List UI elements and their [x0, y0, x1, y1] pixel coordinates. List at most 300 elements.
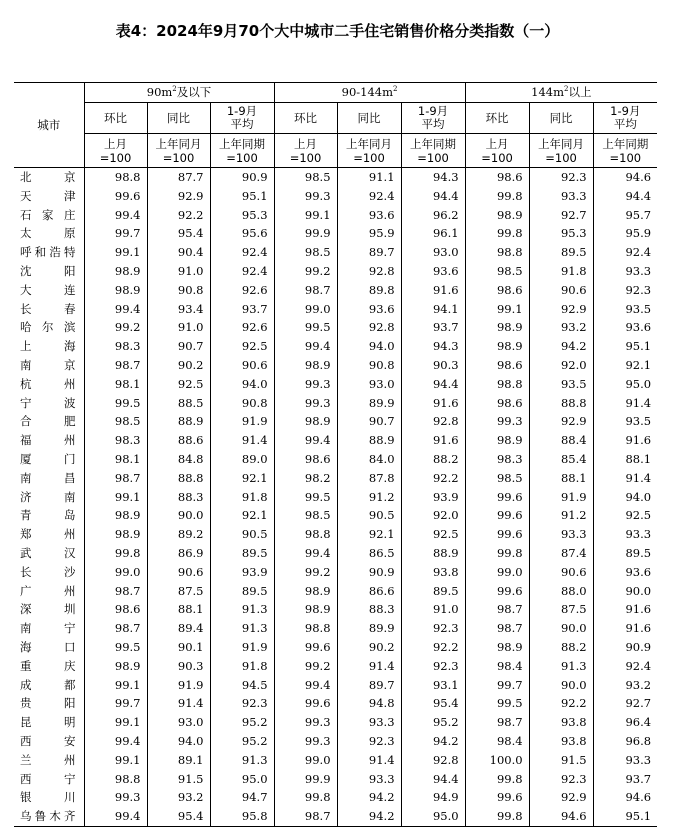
index-value: 95.9	[337, 224, 401, 243]
table-row	[14, 469, 657, 488]
index-value: 92.2	[401, 469, 465, 488]
index-value: 94.0	[210, 375, 274, 394]
index-value: 99.0	[465, 563, 529, 582]
index-value: 98.6	[465, 168, 529, 187]
index-value: 92.8	[337, 318, 401, 337]
city-name: 厦门	[14, 450, 84, 469]
index-value: 95.1	[210, 187, 274, 206]
index-value: 99.4	[274, 431, 337, 450]
table-row	[14, 168, 657, 187]
table-row	[14, 600, 657, 619]
index-value: 99.8	[84, 544, 147, 563]
index-value: 88.9	[401, 544, 465, 563]
index-value: 90.9	[337, 563, 401, 582]
index-value: 92.4	[210, 262, 274, 281]
index-value: 88.2	[401, 450, 465, 469]
index-value: 98.9	[84, 525, 147, 544]
metric-header: 同比	[147, 103, 210, 134]
index-value: 89.2	[147, 525, 210, 544]
index-value: 94.4	[401, 770, 465, 789]
city-name: 昆明	[14, 713, 84, 732]
table-row	[14, 676, 657, 695]
index-value: 99.1	[465, 300, 529, 319]
index-value: 98.8	[465, 375, 529, 394]
index-value: 98.9	[84, 506, 147, 525]
index-value: 89.5	[401, 582, 465, 601]
index-value: 99.5	[274, 318, 337, 337]
index-value: 95.0	[593, 375, 657, 394]
index-value: 89.1	[147, 751, 210, 770]
city-name: 西安	[14, 732, 84, 751]
metric-header: 1-9月 平均	[401, 103, 465, 134]
index-value: 91.4	[593, 469, 657, 488]
table-row	[14, 356, 657, 375]
city-name: 兰州	[14, 751, 84, 770]
index-value: 90.4	[147, 243, 210, 262]
index-value: 92.1	[210, 469, 274, 488]
index-value: 93.8	[529, 732, 593, 751]
index-value: 99.5	[84, 394, 147, 413]
index-value: 99.6	[465, 488, 529, 507]
index-value: 89.7	[337, 676, 401, 695]
index-value: 90.7	[147, 337, 210, 356]
index-value: 99.8	[465, 187, 529, 206]
city-name: 乌鲁木齐	[14, 807, 84, 826]
index-value: 99.2	[84, 318, 147, 337]
index-value: 99.4	[84, 206, 147, 225]
index-value: 91.6	[593, 431, 657, 450]
index-value: 98.9	[274, 412, 337, 431]
index-value: 92.4	[210, 243, 274, 262]
index-value: 98.8	[84, 168, 147, 187]
index-value: 91.4	[337, 751, 401, 770]
index-value: 93.2	[529, 318, 593, 337]
index-value: 88.8	[147, 469, 210, 488]
index-value: 89.4	[147, 619, 210, 638]
index-value: 91.3	[210, 600, 274, 619]
index-value: 94.3	[401, 337, 465, 356]
group-header-large: $144m^2$以上	[465, 83, 657, 103]
city-name: 武汉	[14, 544, 84, 563]
index-value: 91.3	[210, 619, 274, 638]
index-value: 93.0	[337, 375, 401, 394]
index-value: 93.6	[593, 318, 657, 337]
table-row	[14, 770, 657, 789]
city-name: 贵阳	[14, 694, 84, 713]
table-row	[14, 788, 657, 807]
table-row	[14, 506, 657, 525]
index-value: 94.9	[401, 788, 465, 807]
city-name: 银川	[14, 788, 84, 807]
index-value: 90.3	[401, 356, 465, 375]
index-value: 98.5	[465, 469, 529, 488]
index-value: 89.8	[337, 281, 401, 300]
index-value: 99.7	[84, 694, 147, 713]
city-name: 郑州	[14, 525, 84, 544]
index-value: 92.9	[529, 300, 593, 319]
index-value: 98.9	[84, 262, 147, 281]
index-value: 93.6	[337, 300, 401, 319]
metric-header: 1-9月 平均	[210, 103, 274, 134]
index-value: 92.1	[337, 525, 401, 544]
index-value: 91.6	[593, 600, 657, 619]
index-value: 91.3	[210, 751, 274, 770]
table-row	[14, 638, 657, 657]
index-value: 91.4	[593, 394, 657, 413]
city-name: 长春	[14, 300, 84, 319]
index-value: 94.2	[529, 337, 593, 356]
table-row	[14, 751, 657, 770]
index-value: 99.1	[84, 676, 147, 695]
index-value: 91.9	[529, 488, 593, 507]
index-value: 96.8	[593, 732, 657, 751]
index-value: 93.9	[401, 488, 465, 507]
index-value: 99.2	[274, 262, 337, 281]
index-value: 92.9	[147, 187, 210, 206]
table-row	[14, 281, 657, 300]
index-value: 91.4	[210, 431, 274, 450]
index-value: 98.7	[84, 469, 147, 488]
index-value: 98.5	[274, 243, 337, 262]
index-value: 89.5	[210, 544, 274, 563]
city-name: 太原	[14, 224, 84, 243]
basis-header: 上年同月 =100	[337, 134, 401, 168]
index-value: 91.0	[401, 600, 465, 619]
index-value: 95.3	[529, 224, 593, 243]
index-value: 99.4	[274, 676, 337, 695]
index-value: 89.9	[337, 619, 401, 638]
index-value: 96.2	[401, 206, 465, 225]
index-value: 98.6	[465, 394, 529, 413]
index-value: 91.6	[401, 281, 465, 300]
header-row-basis	[14, 134, 657, 168]
city-name: 哈尔滨	[14, 318, 84, 337]
index-value: 92.8	[401, 751, 465, 770]
index-value: 98.7	[465, 619, 529, 638]
index-value: 88.3	[147, 488, 210, 507]
index-value: 90.2	[147, 356, 210, 375]
city-name: 长沙	[14, 563, 84, 582]
index-value: 92.3	[593, 281, 657, 300]
basis-header: 上年同期 =100	[210, 134, 274, 168]
index-value: 93.8	[529, 713, 593, 732]
index-value: 98.8	[274, 525, 337, 544]
index-value: 87.8	[337, 469, 401, 488]
index-value: 88.0	[529, 582, 593, 601]
index-value: 92.8	[337, 262, 401, 281]
index-value: 98.5	[274, 506, 337, 525]
index-value: 99.6	[274, 638, 337, 657]
index-value: 99.4	[274, 544, 337, 563]
index-value: 92.6	[210, 281, 274, 300]
index-value: 85.4	[529, 450, 593, 469]
index-value: 92.3	[529, 770, 593, 789]
index-value: 94.8	[337, 694, 401, 713]
index-value: 91.6	[593, 619, 657, 638]
index-value: 98.4	[465, 657, 529, 676]
index-value: 99.4	[84, 300, 147, 319]
index-value: 92.3	[529, 168, 593, 187]
city-name: 重庆	[14, 657, 84, 676]
city-name: 济南	[14, 488, 84, 507]
index-value: 95.7	[593, 206, 657, 225]
city-name: 西宁	[14, 770, 84, 789]
city-name: 呼和浩特	[14, 243, 84, 262]
city-name: 沈阳	[14, 262, 84, 281]
index-value: 91.8	[529, 262, 593, 281]
index-value: 86.9	[147, 544, 210, 563]
index-value: 95.1	[593, 807, 657, 826]
table-row	[14, 488, 657, 507]
index-value: 99.0	[84, 563, 147, 582]
index-value: 91.2	[337, 488, 401, 507]
index-value: 95.4	[147, 807, 210, 826]
index-value: 89.9	[337, 394, 401, 413]
index-value: 98.6	[465, 356, 529, 375]
city-name: 大连	[14, 281, 84, 300]
index-value: 98.3	[84, 337, 147, 356]
header-row-metrics	[14, 103, 657, 134]
city-name: 杭州	[14, 375, 84, 394]
index-value: 91.3	[529, 657, 593, 676]
index-value: 88.1	[147, 600, 210, 619]
index-value: 95.4	[401, 694, 465, 713]
index-value: 98.7	[84, 582, 147, 601]
index-value: 91.5	[529, 751, 593, 770]
table-row	[14, 412, 657, 431]
index-value: 96.4	[593, 713, 657, 732]
index-value: 91.6	[401, 394, 465, 413]
header-row-groups	[14, 83, 657, 103]
metric-header: 同比	[529, 103, 593, 134]
index-value: 94.6	[593, 788, 657, 807]
index-value: 88.6	[147, 431, 210, 450]
index-value: 98.8	[84, 770, 147, 789]
index-value: 92.4	[593, 657, 657, 676]
index-value: 95.2	[210, 713, 274, 732]
index-value: 88.4	[529, 431, 593, 450]
index-value: 92.2	[529, 694, 593, 713]
index-value: 99.3	[274, 187, 337, 206]
index-value: 98.7	[84, 619, 147, 638]
index-value: 90.3	[147, 657, 210, 676]
city-name: 南昌	[14, 469, 84, 488]
table-row	[14, 187, 657, 206]
index-value: 98.1	[84, 450, 147, 469]
city-name: 海口	[14, 638, 84, 657]
metric-header: 同比	[337, 103, 401, 134]
index-value: 92.5	[593, 506, 657, 525]
index-value: 92.3	[210, 694, 274, 713]
index-value: 92.8	[401, 412, 465, 431]
index-value: 93.2	[593, 676, 657, 695]
index-value: 92.2	[401, 638, 465, 657]
city-name: 天津	[14, 187, 84, 206]
index-value: 88.3	[337, 600, 401, 619]
index-value: 92.3	[401, 619, 465, 638]
index-value: 84.0	[337, 450, 401, 469]
index-value: 93.3	[593, 262, 657, 281]
index-value: 99.2	[274, 563, 337, 582]
basis-header: 上年同期 =100	[401, 134, 465, 168]
index-value: 92.6	[210, 318, 274, 337]
index-value: 99.5	[84, 638, 147, 657]
index-value: 98.6	[84, 600, 147, 619]
index-value: 90.5	[337, 506, 401, 525]
index-value: 92.9	[529, 412, 593, 431]
index-value: 99.1	[84, 713, 147, 732]
index-value: 98.9	[84, 657, 147, 676]
index-value: 99.6	[274, 694, 337, 713]
index-value: 98.6	[465, 281, 529, 300]
index-value: 93.1	[401, 676, 465, 695]
table-row	[14, 713, 657, 732]
index-value: 98.7	[84, 356, 147, 375]
index-value: 92.4	[593, 243, 657, 262]
table-row	[14, 582, 657, 601]
basis-header: 上月 =100	[84, 134, 147, 168]
city-name: 上海	[14, 337, 84, 356]
index-value: 98.7	[274, 281, 337, 300]
city-name: 合肥	[14, 412, 84, 431]
index-value: 95.1	[593, 337, 657, 356]
index-value: 98.1	[84, 375, 147, 394]
index-value: 98.2	[274, 469, 337, 488]
index-value: 94.7	[210, 788, 274, 807]
index-value: 99.4	[84, 807, 147, 826]
index-value: 93.4	[147, 300, 210, 319]
index-value: 99.3	[465, 412, 529, 431]
table-row	[14, 619, 657, 638]
index-value: 94.5	[210, 676, 274, 695]
city-name: 北京	[14, 168, 84, 187]
index-value: 88.1	[529, 469, 593, 488]
city-name: 广州	[14, 582, 84, 601]
basis-header: 上月 =100	[274, 134, 337, 168]
index-value: 90.1	[147, 638, 210, 657]
index-value: 86.5	[337, 544, 401, 563]
price-index-table	[14, 82, 657, 827]
index-value: 98.9	[465, 318, 529, 337]
index-value: 92.1	[593, 356, 657, 375]
table-row	[14, 337, 657, 356]
index-value: 88.2	[529, 638, 593, 657]
index-value: 98.9	[465, 206, 529, 225]
index-value: 99.6	[465, 788, 529, 807]
index-value: 86.6	[337, 582, 401, 601]
index-value: 93.0	[401, 243, 465, 262]
index-value: 91.4	[337, 657, 401, 676]
index-value: 99.4	[274, 337, 337, 356]
index-value: 91.1	[337, 168, 401, 187]
group-header-small: $90m^2$及以下	[84, 83, 274, 103]
index-value: 94.0	[147, 732, 210, 751]
index-value: 95.8	[210, 807, 274, 826]
index-value: 91.5	[147, 770, 210, 789]
group-header-medium: $90-144m^2$	[274, 83, 465, 103]
index-value: 98.7	[274, 807, 337, 826]
table-row	[14, 206, 657, 225]
index-value: 99.3	[274, 394, 337, 413]
index-value: 88.5	[147, 394, 210, 413]
index-value: 91.9	[210, 638, 274, 657]
index-value: 96.1	[401, 224, 465, 243]
index-value: 98.7	[465, 713, 529, 732]
index-value: 93.5	[529, 375, 593, 394]
index-value: 93.5	[593, 412, 657, 431]
basis-header: 上月 =100	[465, 134, 529, 168]
index-value: 94.1	[401, 300, 465, 319]
index-value: 92.0	[401, 506, 465, 525]
index-value: 92.5	[147, 375, 210, 394]
index-value: 98.9	[465, 638, 529, 657]
index-value: 94.2	[401, 732, 465, 751]
index-value: 93.2	[147, 788, 210, 807]
index-value: 91.8	[210, 488, 274, 507]
index-value: 98.9	[274, 600, 337, 619]
index-value: 99.6	[84, 187, 147, 206]
index-value: 90.2	[337, 638, 401, 657]
city-name: 青岛	[14, 506, 84, 525]
index-value: 99.6	[465, 525, 529, 544]
table-row	[14, 318, 657, 337]
city-name: 福州	[14, 431, 84, 450]
index-value: 91.9	[147, 676, 210, 695]
table-row	[14, 563, 657, 582]
city-name: 石家庄	[14, 206, 84, 225]
index-value: 93.3	[337, 713, 401, 732]
table-row	[14, 224, 657, 243]
index-value: 95.0	[210, 770, 274, 789]
index-value: 99.1	[84, 751, 147, 770]
index-value: 93.7	[210, 300, 274, 319]
index-value: 93.7	[593, 770, 657, 789]
index-value: 90.0	[529, 619, 593, 638]
table-row	[14, 375, 657, 394]
index-value: 99.1	[84, 243, 147, 262]
page-title: 表4：2024年9月70个大中城市二手住宅销售价格分类指数（一）	[115, 22, 560, 40]
index-value: 95.2	[210, 732, 274, 751]
index-value: 92.7	[593, 694, 657, 713]
index-value: 99.9	[274, 224, 337, 243]
index-value: 91.0	[147, 318, 210, 337]
index-value: 94.6	[529, 807, 593, 826]
index-value: 92.2	[147, 206, 210, 225]
index-value: 93.3	[529, 525, 593, 544]
index-value: 95.3	[210, 206, 274, 225]
index-value: 89.7	[337, 243, 401, 262]
index-value: 99.4	[84, 732, 147, 751]
city-name: 南京	[14, 356, 84, 375]
city-name: 宁波	[14, 394, 84, 413]
index-value: 99.8	[465, 770, 529, 789]
index-value: 98.3	[465, 450, 529, 469]
index-value: 90.0	[593, 582, 657, 601]
index-value: 92.3	[401, 657, 465, 676]
index-value: 91.6	[401, 431, 465, 450]
index-value: 84.8	[147, 450, 210, 469]
table-row	[14, 300, 657, 319]
index-value: 98.9	[274, 356, 337, 375]
index-value: 98.3	[84, 431, 147, 450]
index-value: 98.5	[274, 168, 337, 187]
index-value: 92.3	[337, 732, 401, 751]
index-value: 94.2	[337, 807, 401, 826]
index-value: 99.7	[84, 224, 147, 243]
index-value: 88.8	[529, 394, 593, 413]
table-row	[14, 431, 657, 450]
index-value: 98.8	[465, 243, 529, 262]
